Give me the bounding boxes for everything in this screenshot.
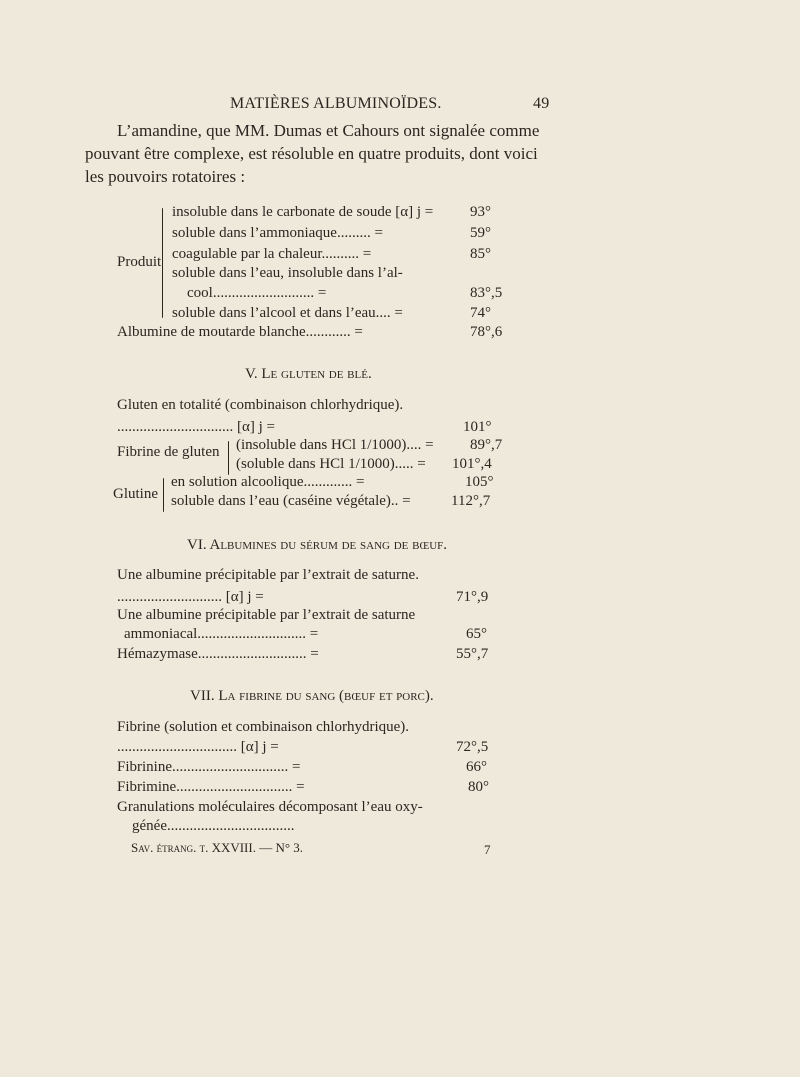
fibrine-value-2: 101°,4 — [452, 456, 492, 472]
s7-value-1: 72°,5 — [456, 739, 489, 755]
produit-row-2: soluble dans l’ammoniaque......... = — [172, 225, 383, 241]
page-number: 49 — [533, 95, 550, 112]
glutine-brace — [163, 478, 164, 512]
running-header-title: MATIÈRES ALBUMINOÏDES. — [230, 95, 442, 112]
fibrine-row-2: (soluble dans HCl 1/1000)..... = — [236, 456, 426, 472]
produit-brace — [162, 208, 163, 318]
intro-line-1: L’amandine, que MM. Dumas et Cahours ont signalée comme — [117, 121, 540, 140]
produit-value-3: 85° — [470, 246, 491, 262]
section-7-title: VII. La fibrine du sang (bœuf et porc). — [190, 688, 434, 704]
produit-row-4: soluble dans l’eau, insoluble dans l’al- — [172, 265, 403, 281]
fibrine-row-1: (insoluble dans HCl 1/1000).... = — [236, 437, 434, 453]
intro-line-2: pouvant être complexe, est résoluble en quatre produits, dont voici — [85, 144, 538, 163]
fibrine-brace — [228, 441, 229, 475]
glutine-row-2: soluble dans l’eau (caséine végétale).. = — [171, 493, 411, 509]
s7-value-3: 80° — [468, 779, 489, 795]
footer-sheet-number: 7 — [484, 842, 491, 857]
intro-line-3: les pouvoirs rotatoires : — [85, 167, 246, 186]
s7-line-3: Fibrimine............................... = — [117, 779, 305, 795]
gluten-value: 101° — [463, 419, 492, 435]
s7-value-2: 66° — [466, 759, 487, 775]
produit-label: Produit — [117, 254, 162, 270]
s6-line-3: ammoniacal............................. = — [124, 626, 319, 642]
footer-signature: Sav. étrang. t. XXVIII. — N° 3. — [131, 840, 304, 855]
gluten-line: Gluten en totalité (combinaison chlorhydrique). — [117, 397, 404, 413]
gluten-dots: ............................... [α] j = — [117, 419, 275, 435]
glutine-value-2: 112°,7 — [451, 493, 491, 509]
fibrine-gluten-label: Fibrine de gluten — [117, 444, 220, 460]
fibrine-value-1: 89°,7 — [470, 437, 503, 453]
produit-value-5: 83°,5 — [470, 285, 503, 301]
s6-line-4: Hémazymase............................. = — [117, 646, 319, 662]
s7-line-1-dots: ................................ [α] j = — [117, 739, 279, 755]
produit-row-6: soluble dans l’alcool et dans l’eau.... = — [172, 305, 403, 321]
glutine-label: Glutine — [113, 486, 158, 502]
produit-row-3: coagulable par la chaleur.......... = — [172, 246, 372, 262]
produit-value-6: 74° — [470, 305, 491, 321]
s6-line-2: Une albumine précipitable par l’extrait de saturne — [117, 607, 416, 623]
s6-line-1: Une albumine précipitable par l’extrait de saturne. — [117, 567, 419, 583]
s6-line-1-dots: ............................ [α] j = — [117, 589, 264, 605]
s6-value-1: 71°,9 — [456, 589, 489, 605]
produit-value-2: 59° — [470, 225, 491, 241]
s7-line-5: génée.................................. — [132, 818, 295, 834]
produit-row-5: cool........................... = — [187, 285, 327, 301]
albumine-moutarde-row: Albumine de moutarde blanche............ = — [117, 324, 363, 340]
s7-line-4: Granulations moléculaires décomposant l’eau oxy- — [117, 799, 423, 815]
glutine-value-1: 105° — [465, 474, 494, 490]
s7-line-1: Fibrine (solution et combinaison chlorhydrique). — [117, 719, 410, 735]
produit-value-1: 93° — [470, 204, 491, 220]
s6-value-3: 65° — [466, 626, 487, 642]
glutine-row-1: en solution alcoolique............. = — [171, 474, 365, 490]
section-6-title: VI. Albumines du sérum de sang de bœuf. — [187, 537, 448, 553]
produit-row-1: insoluble dans le carbonate de soude [α] j = — [172, 204, 434, 220]
section-5-title: V. Le gluten de blé. — [245, 366, 372, 382]
s7-line-2: Fibrinine............................... = — [117, 759, 301, 775]
albumine-moutarde-value: 78°,6 — [470, 324, 503, 340]
s6-value-4: 55°,7 — [456, 646, 489, 662]
